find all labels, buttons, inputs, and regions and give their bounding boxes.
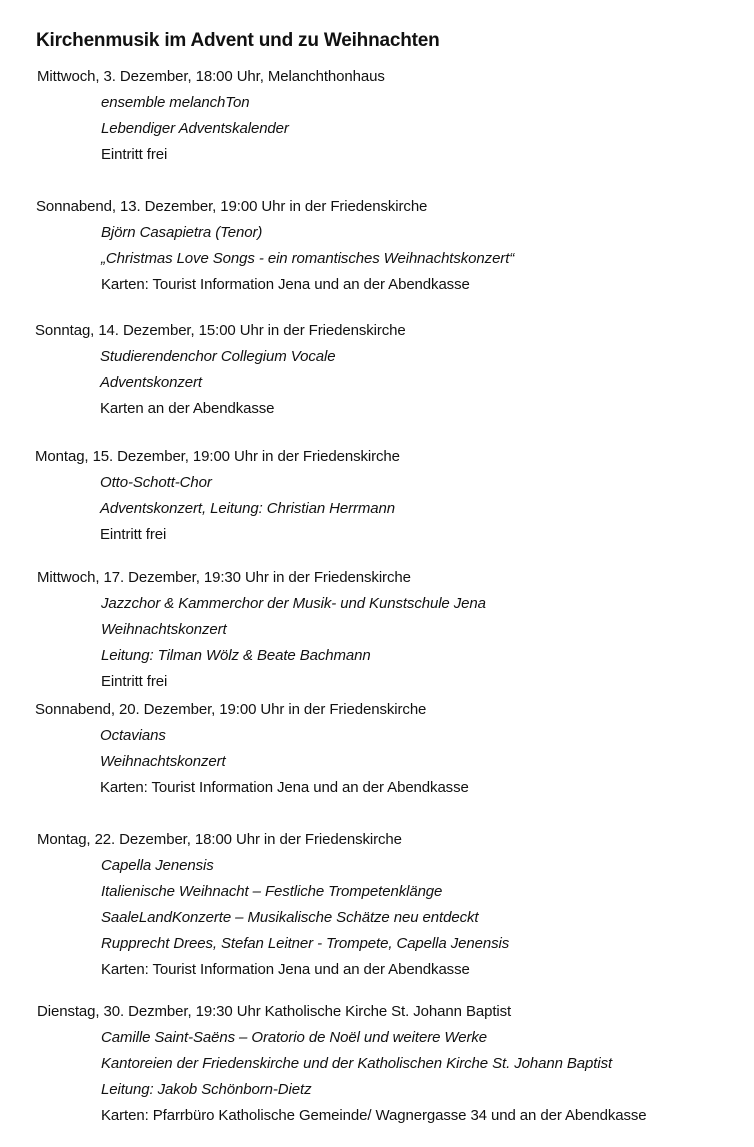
event-8-line-3: Leitung: Jakob Schönborn-Dietz bbox=[101, 1081, 312, 1098]
page-title: Kirchenmusik im Advent und zu Weihnachten bbox=[36, 30, 440, 51]
event-1-heading: Mittwoch, 3. Dezember, 18:00 Uhr, Melanchthonhaus bbox=[37, 68, 385, 85]
event-8-line-1: Camille Saint-Saëns – Oratorio de Noël und weitere Werke bbox=[101, 1029, 487, 1046]
event-1-line-2: Lebendiger Adventskalender bbox=[101, 120, 289, 137]
event-6-line-3: Karten: Tourist Information Jena und an der Abendkasse bbox=[100, 779, 469, 796]
event-7-line-1: Capella Jenensis bbox=[101, 857, 214, 874]
event-7-line-5: Karten: Tourist Information Jena und an der Abendkasse bbox=[101, 961, 470, 978]
event-3-line-1: Studierendenchor Collegium Vocale bbox=[100, 348, 336, 365]
event-8-heading: Dienstag, 30. Dezmber, 19:30 Uhr Katholische Kirche St. Johann Baptist bbox=[37, 1003, 512, 1020]
event-7-line-3: SaaleLandKonzerte – Musikalische Schätze neu entdeckt bbox=[101, 909, 479, 926]
event-7-line-4: Rupprecht Drees, Stefan Leitner - Trompete, Capella Jenensis bbox=[101, 935, 510, 952]
event-1-line-1: ensemble melanchTon bbox=[101, 94, 250, 111]
event-6-line-2: Weihnachtskonzert bbox=[100, 753, 226, 770]
event-6-heading: Sonnabend, 20. Dezember, 19:00 Uhr in der Friedenskirche bbox=[35, 701, 427, 718]
event-2-line-3: Karten: Tourist Information Jena und an der Abendkasse bbox=[101, 276, 470, 293]
event-5-line-2: Weihnachtskonzert bbox=[101, 621, 227, 638]
event-2-line-1: Björn Casapietra (Tenor) bbox=[101, 224, 263, 241]
event-7-heading: Montag, 22. Dezember, 18:00 Uhr in der Friedenskirche bbox=[37, 831, 402, 848]
event-2-heading: Sonnabend, 13. Dezember, 19:00 Uhr in der Friedenskirche bbox=[36, 198, 428, 215]
event-4-line-2: Adventskonzert, Leitung: Christian Herrmann bbox=[100, 500, 396, 517]
event-5-line-4: Eintritt frei bbox=[101, 673, 168, 690]
event-5-line-3: Leitung: Tilman Wölz & Beate Bachmann bbox=[101, 647, 371, 664]
event-4-line-1: Otto-Schott-Chor bbox=[100, 474, 212, 491]
event-8-line-2: Kantoreien der Friedenskirche und der Katholischen Kirche St. Johann Baptist bbox=[101, 1055, 613, 1072]
event-4-line-3: Eintritt frei bbox=[100, 526, 167, 543]
event-7-line-2: Italienische Weihnacht – Festliche Trompetenklänge bbox=[101, 883, 443, 900]
event-5-heading: Mittwoch, 17. Dezember, 19:30 Uhr in der Friedenskirche bbox=[37, 569, 411, 586]
event-3-line-3: Karten an der Abendkasse bbox=[100, 400, 275, 417]
event-5-line-1: Jazzchor & Kammerchor der Musik- und Kunstschule Jena bbox=[101, 595, 486, 612]
event-1-line-3: Eintritt frei bbox=[101, 146, 168, 163]
event-4-heading: Montag, 15. Dezember, 19:00 Uhr in der Friedenskirche bbox=[35, 448, 400, 465]
event-3-heading: Sonntag, 14. Dezember, 15:00 Uhr in der Friedenskirche bbox=[35, 322, 406, 339]
event-2-line-2: „Christmas Love Songs - ein romantisches Weihnachtskonzert“ bbox=[101, 250, 515, 267]
event-6-line-1: Octavians bbox=[100, 727, 166, 744]
event-3-line-2: Adventskonzert bbox=[100, 374, 202, 391]
event-8-line-4: Karten: Pfarrbüro Katholische Gemeinde/ Wagnergasse 34 und an der Abendkasse bbox=[101, 1107, 647, 1124]
